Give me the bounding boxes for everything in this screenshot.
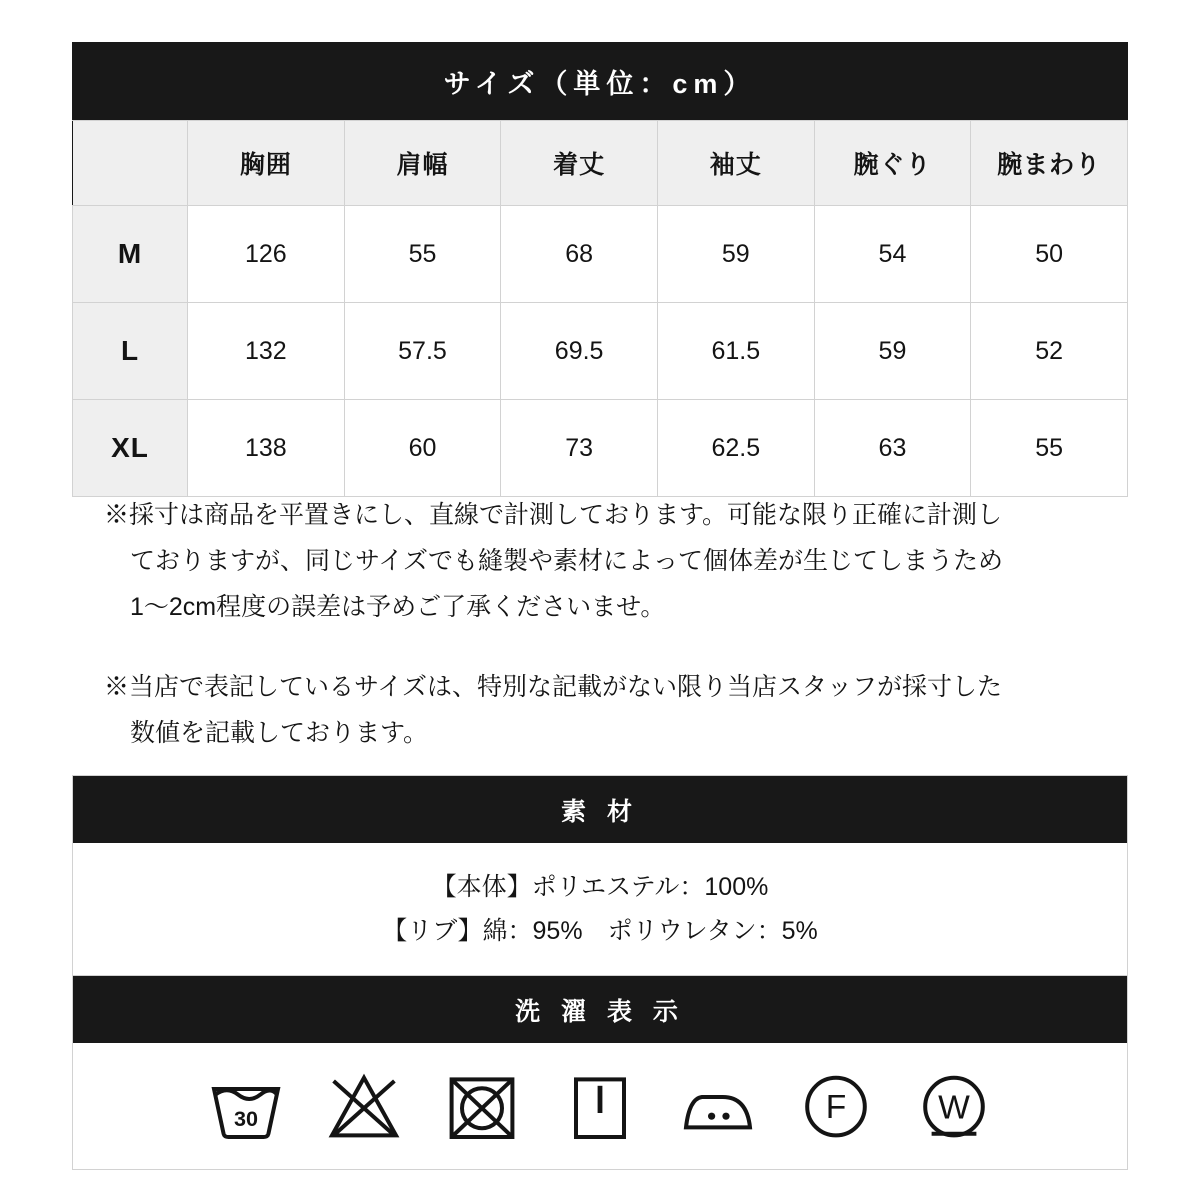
cell-m-armhole: 54 — [814, 206, 971, 303]
cell-l-armhole: 59 — [814, 303, 971, 400]
cell-m-sleeve: 59 — [657, 206, 814, 303]
washing-icons-row — [73, 1043, 1127, 1169]
material-line-rib: 【リブ】綿：95% ポリウレタン：5% — [382, 917, 818, 945]
column-header-sleeve: 袖丈 — [657, 121, 814, 206]
column-header-bust: 胸囲 — [188, 121, 345, 206]
no-bleach-icon — [324, 1065, 404, 1145]
note-measurement-line-1: ※採寸は商品を平置きにし、直線で計測しております。可能な限り正確に計測し — [104, 501, 1003, 529]
material-body — [73, 843, 1127, 979]
note-measurement-line-2: ておりますが、同じサイズでも縫製や素材によって個体差が生じてしまうため — [130, 547, 1004, 575]
cell-m-shoulder: 55 — [344, 206, 501, 303]
table-header-row — [73, 121, 1128, 206]
washing-instructions-block — [72, 975, 1128, 1170]
size-table — [72, 120, 1128, 497]
cell-l-bust: 132 — [188, 303, 345, 400]
cell-l-sleeve: 61.5 — [657, 303, 814, 400]
cell-l-shoulder: 57.5 — [344, 303, 501, 400]
measurement-notes — [104, 492, 1094, 756]
row-label-m: M — [73, 206, 188, 303]
cell-xl-length: 73 — [501, 400, 658, 497]
no-tumble-dry-icon — [442, 1065, 522, 1145]
material-line-body: 【本体】ポリエステル：100% — [431, 873, 769, 901]
cell-m-bust: 126 — [188, 206, 345, 303]
wet-clean-w-icon — [914, 1065, 994, 1145]
cell-xl-shoulder: 60 — [344, 400, 501, 497]
cell-xl-bust: 138 — [188, 400, 345, 497]
row-label-xl: XL — [73, 400, 188, 497]
table-row — [73, 400, 1128, 497]
drip-dry-hang-icon — [560, 1065, 640, 1145]
machine-wash-temp-label: 30 — [233, 1105, 259, 1131]
column-header-arm-circumference: 腕まわり — [971, 121, 1128, 206]
column-header-shoulder: 肩幅 — [344, 121, 501, 206]
table-row — [73, 206, 1128, 303]
dry-clean-letter-label: F — [825, 1088, 847, 1126]
size-table-body — [73, 206, 1128, 497]
row-label-l: L — [73, 303, 188, 400]
size-table-head — [73, 121, 1128, 206]
note-store-sizing-line-1: ※当店で表記しているサイズは、特別な記載がない限り当店スタッフが採寸した — [104, 673, 1003, 701]
cell-l-length: 69.5 — [501, 303, 658, 400]
note-measurement-line-3: 1〜2cm程度の誤差は予めご了承くださいませ。 — [130, 593, 666, 621]
iron-low-icon — [678, 1065, 758, 1145]
material-block — [72, 775, 1128, 980]
washing-title: 洗 濯 表 示 — [73, 976, 1127, 1043]
cell-l-arm-circumference: 52 — [971, 303, 1128, 400]
wet-clean-letter-label: W — [938, 1089, 970, 1127]
dry-clean-f-icon — [796, 1065, 876, 1145]
column-header-length: 着丈 — [501, 121, 658, 206]
size-table-title: サイズ（単位：cm） — [72, 42, 1128, 120]
machine-wash-30-icon — [206, 1065, 286, 1145]
size-table-block — [72, 42, 1128, 497]
column-header-size — [73, 121, 188, 206]
cell-xl-arm-circumference: 55 — [971, 400, 1128, 497]
material-title: 素 材 — [73, 776, 1127, 843]
cell-xl-sleeve: 62.5 — [657, 400, 814, 497]
cell-m-arm-circumference: 50 — [971, 206, 1128, 303]
note-measurement — [104, 492, 1094, 630]
column-header-armhole: 腕ぐり — [814, 121, 971, 206]
note-store-sizing — [104, 664, 1094, 756]
table-row — [73, 303, 1128, 400]
note-store-sizing-line-2: 数値を記載しております。 — [130, 719, 429, 747]
cell-m-length: 68 — [501, 206, 658, 303]
cell-xl-armhole: 63 — [814, 400, 971, 497]
